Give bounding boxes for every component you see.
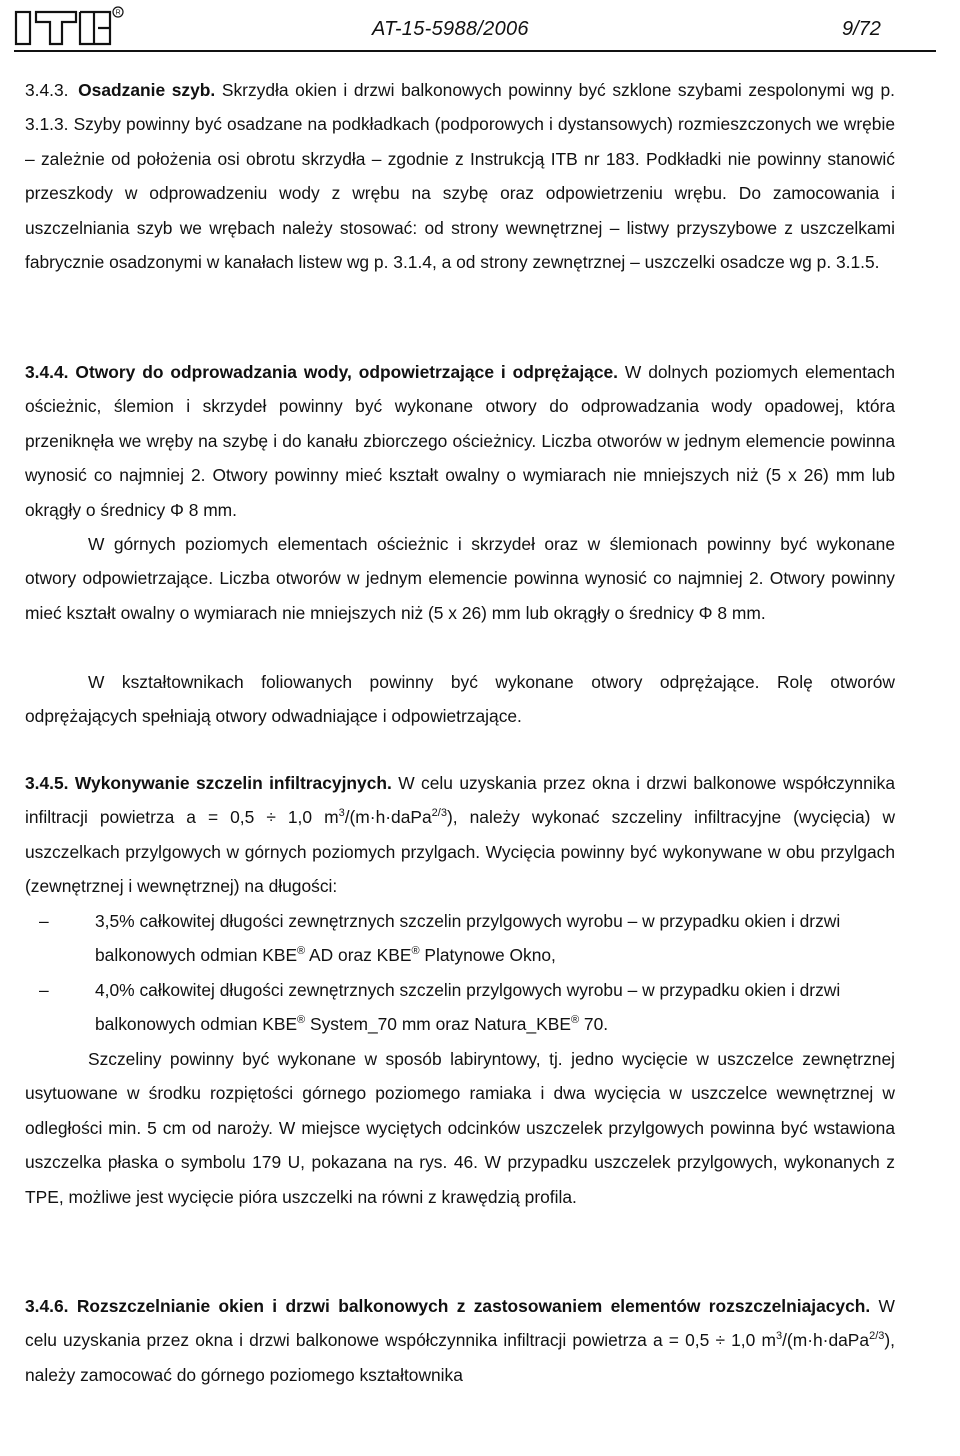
paragraph: W celu uzyskania przez okna i drzwi balkonowe współczynnika infiltracji powietrza a = 0,5 ÷ 1,0 $m^3/(m\cdot h\cdot daPa^{2/3})$, należy zamocować do górnego poziomego kształtownika	[25, 1296, 895, 1385]
section-3-4-6	[25, 1289, 895, 1392]
section-3-4-3	[25, 73, 895, 279]
page-number: 9/72	[842, 18, 881, 40]
section-number: 3.4.4.	[25, 362, 69, 382]
section-title: Wykonywanie szczelin infiltracyjnych.	[74, 773, 392, 793]
paragraph: Szczeliny powinny być wykonane w sposób labiryntowy, tj. jedno wycięcie w uszczelce zewnętrznej usytuowane w środku rozpiętości górnego poziomego ramiaka i dwa wycięcia w uszczelce wewnętrznej w odległości min. 5 cm od naroży. W miejsce wyciętych odcinków uszczelek przylgowych powinna być wstawiona uszczelka płaska o symbolu 179 U, pokazana na rys. 46. W przypadku uszczelek przylgowych, wykonanych z TPE, możliwe jest wycięcie pióra uszczelki na równi z krawędzią profila.	[25, 1049, 895, 1207]
svg-text:R: R	[115, 9, 121, 17]
header-rule	[14, 50, 936, 52]
section-title: Osadzanie szyb.	[78, 80, 216, 100]
section-title: Otwory do odprowadzania wody, odpowietrzające i odprężające.	[75, 362, 618, 382]
paragraph-3-4-4-b	[25, 527, 895, 630]
paragraph-3-4-5-b	[25, 1042, 895, 1214]
document-code: AT-15-5988/2006	[372, 18, 529, 40]
paragraph: W celu uzyskania przez okna i drzwi balkonowe współczynnika infiltracji powietrza a = 0,5 ÷ 1,0 $m^3/(m\cdot h\cdot daPa^{2/3})$, należy wykonać szczeliny infiltracyjne (wycięcia) w uszczelkach przylgowych w górnych poziomych przylgach. Wycięcia powinny być wykonywane w obu przylgach (zewnętrznej i wewnętrznej) na długości:	[25, 773, 896, 897]
paragraph-3-4-4-c	[25, 665, 895, 734]
section-3-4-5	[25, 766, 895, 904]
list-item: – 4,0% całkowitej długości zewnętrznych szczelin przylgowych wyrobu – w przypadku okien i drzwi balkonowych odmian KBE® System_70 mm oraz Natura_KBE® 70.	[39, 979, 841, 1035]
section-text: Skrzydła okien i drzwi balkonowych powinny być szklone szybami zespolonymi wg p. 3.1.3. Szyby powinny być osadzane na podkładkach (podporowych i dystansowych) rozmieszczonych we wrębie – zależnie od położenia osi obrotu skrzydła – zgodnie z Instrukcją ITB nr 183. Podkładki nie powinny stanowić przeszkody w odprowadzeniu wody z wrębu na szybę oraz odpowietrzeniu wrębu. Do zamocowania i uszczelniania szyb we wrębach należy stosować: od strony wewnętrznej – listwy przyszybowe z uszczelkami fabrycznie osadzonymi w kanałach listew wg p. 3.1.4, a od strony zewnętrznej – uszczelki osadcze wg p. 3.1.5.	[25, 80, 895, 273]
paragraph: W dolnych poziomych elementach ościeżnic, ślemion i skrzydeł powinny być wykonane otwory do odprowadzania wody opadowej, która przeniknęła we wręby na szybę i do kanału zbiorczego ościeżnicy. Liczba otworów w jednym elemencie powinna wynosić co najmniej 2. Otwory powinny mieć kształt owalny o wymiarach nie mniejszych niż (5 x 26) mm lub okrągły o średnicy Φ 8 mm.	[25, 362, 895, 520]
section-number: 3.4.6.	[25, 1296, 69, 1316]
section-number: 3.4.3.	[25, 80, 69, 100]
list-item: – 3,5% całkowitej długości zewnętrznych szczelin przylgowych wyrobu – w przypadku okien i drzwi balkonowych odmian KBE® AD oraz KBE® Platynowe Okno,	[39, 911, 841, 966]
itb-logo	[14, 6, 124, 46]
infiltration-list	[25, 904, 895, 1042]
section-3-4-4	[25, 355, 895, 527]
section-number: 3.4.5.	[25, 773, 69, 793]
paragraph: W górnych poziomych elementach ościeżnic i skrzydeł oraz w ślemionach powinny być wykonane otwory odpowietrzające. Liczba otworów w jednym elemencie powinna wynosić co najmniej 2. Otwory powinny mieć kształt owalny o wymiarach nie mniejszych niż (5 x 26) mm lub okrągły o średnicy Φ 8 mm.	[25, 534, 895, 623]
section-title: Rozszczelnianie okien i drzwi balkonowych z zastosowaniem elementów rozszczelniajacych.	[76, 1296, 871, 1316]
paragraph: W kształtownikach foliowanych powinny być wykonane otwory odprężające. Rolę otworów odprężających spełniają otwory odwadniające i odpowietrzające.	[25, 672, 895, 727]
